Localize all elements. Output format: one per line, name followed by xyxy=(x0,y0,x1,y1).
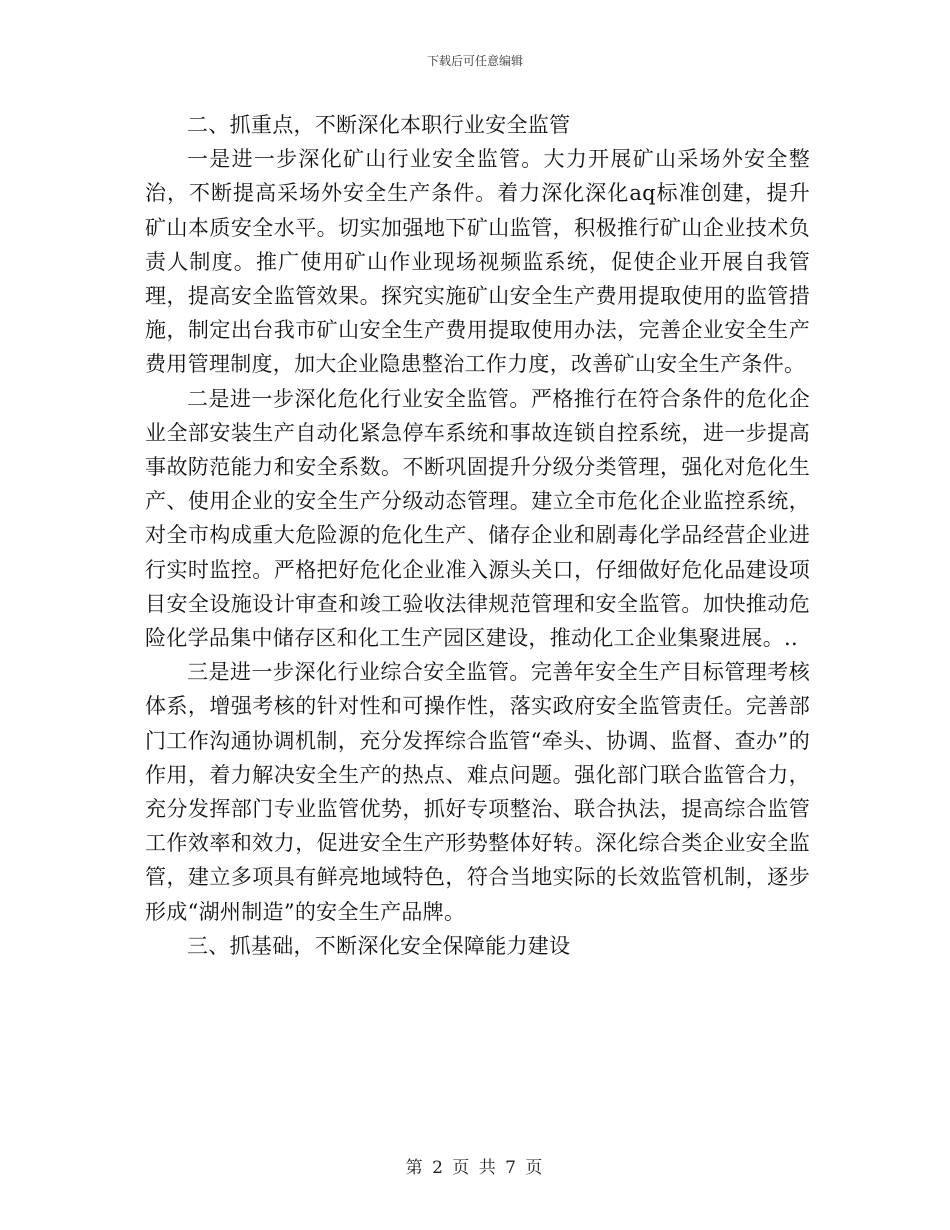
paragraph-comprehensive-supervision: 三是进一步深化行业综合安全监管。完善年安全生产目标管理考核体系，增强考核的针对性和可操作性，落实政府安全监管责任。完善部门工作沟通协调机制，充分发挥综合监管“牵头、协调、监督、查办”的作用，着力解决安全生产的热点、难点问题。强化部门联合监管合力，充分发挥部门专业监管优势，抓好专项整治、联合执法，提高综合监管工作效率和效力，促进安全生产形势整体好转。深化综合类企业安全监管，建立多项具有鲜亮地域特色，符合当地实际的长效监管机制，逐步形成“湖州制造”的安全生产品牌。 xyxy=(145,660,810,924)
section-heading-3: 三、抓基础，不断深化安全保障能力建设 xyxy=(187,933,571,958)
header-note: 下载后可任意编辑 xyxy=(426,54,523,68)
paragraph-hazardous-chemicals-supervision: 二是进一步深化危化行业安全监管。严格推行在符合条件的危化企业全部安装生产自动化紧急停车系统和事故连锁自控系统，进一步提高事故防范能力和安全系数。不断巩固提升分级分类管理，强化对危化生产、使用企业的安全生产分级动态管理。建立全市危化企业监控系统，对全市构成重大危险源的危化生产、储存企业和剧毒化学品经营企业进行实时监控。严格把好危化企业准入源头关口，仔细做好危化品建设项目安全设施设计审查和竣工验收法律规范管理和安全监管。加快推动危险化学品集中储存区和化工生产园区建设，推动化工企业集聚进展。.. xyxy=(145,386,810,651)
page-number: 第 2 页 共 7 页 xyxy=(405,1158,545,1178)
section-heading-2: 二、抓重点，不断深化本职行业安全监管 xyxy=(187,113,571,137)
paragraph-mining-supervision: 一是进一步深化矿山行业安全监管。大力开展矿山采场外安全整治，不断提高采场外安全生产条件。着力深化深化aq标准创建，提升矿山本质安全水平。切实加强地下矿山监管，积极推行矿山企业技术负责人制度。推广使用矿山作业现场视频监系统，促使企业开展自我管理，提高安全监管效果。探究实施矿山安全生产费用提取使用的监管措施，制定出台我市矿山安全生产费用提取使用办法，完善企业安全生产费用管理制度，加大企业隐患整治工作力度，改善矿山安全生产条件。 xyxy=(145,147,810,377)
document-body xyxy=(145,108,810,963)
